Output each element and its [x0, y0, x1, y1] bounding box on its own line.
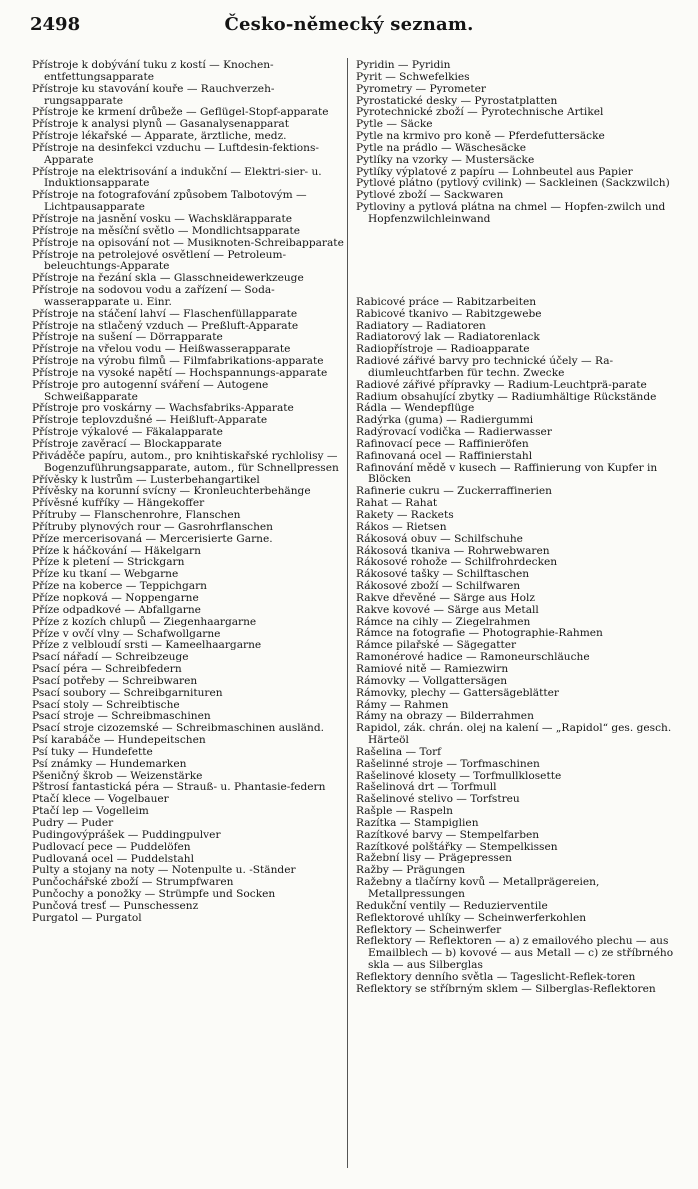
index-entry: Rabicové práce — Rabitzarbeiten [356, 295, 537, 308]
index-entry: Pytle na krmivo pro koně — Pferdefuttersäcke [356, 130, 605, 143]
index-entry: Příze z velbloudí srsti — Kameelhaargarne [32, 639, 262, 652]
index-entry: Přístroje lékařské — Apparate, ärztliche, medz. [32, 130, 287, 143]
index-entry: Rašple — Raspeln [356, 805, 453, 818]
index-entry: Pytlové plátno (pytlový cvilink) — Sackleinen (Sackzwilch) [356, 177, 670, 190]
index-entry: Přístroje na výrobu filmů — Filmfabrikations-apparate [32, 355, 324, 368]
index-entry: Punčová tresť — Punschessenz [32, 899, 199, 912]
index-entry: Razítkové barvy — Stempelfarben [356, 828, 540, 841]
index-entry: Psací nářadí — Schreibzeuge [32, 651, 189, 664]
index-entry: Pytlíky výplatové z papíru — Lohnbeutel aus Papier [356, 165, 633, 178]
index-entry: Pytlové zboží — Sackwaren [356, 189, 504, 202]
index-entry: Pudingovýprášek — Puddingpulver [32, 828, 221, 841]
index-entry: Pytlíky na vzorky — Mustersäcke [356, 153, 535, 166]
index-entry: Příze odpadkové — Abfallgarne [32, 603, 201, 616]
index-entry: Rámy na obrazy — Bilderrahmen [356, 710, 534, 723]
index-entry: Radiové zářivé přípravky — Radium-Leuchtprä-parate [356, 378, 647, 391]
index-entry: Rámovky — Vollgattersägen [356, 674, 508, 687]
index-entry: Rahat — Rahat [356, 497, 438, 510]
index-entry: Psí karabáče — Hundepeitschen [32, 734, 206, 747]
index-entry: Příze nopková — Noppengarne [32, 591, 199, 604]
index-entry: Pštrosí fantastická péra — Strauß- u. Phantasie-federn [32, 781, 326, 794]
index-entry: Psací soubory — Schreibgarnituren [32, 686, 223, 699]
index-entry: Přístroje k dobývání tuku z kostí — Knochen-entfettungsapparate [32, 59, 274, 83]
index-entry: Ptačí lep — Vogelleim [32, 805, 149, 818]
index-entry: Pudlovaná ocel — Puddelstahl [32, 852, 194, 865]
index-entry: Přístroje pro autogenní sváření — Autogene Schweißapparate [32, 378, 269, 403]
index-entry: Přístroje na petrolejové osvětlení — Petroleum-beleuchtungs-Apparate [32, 248, 287, 273]
index-entry: Přístroje na desinfekci vzduchu — Luftdesin-fektions-Apparate [32, 141, 320, 166]
index-entry: Příze ku tkaní — Webgarne [32, 568, 179, 581]
index-entry: Psací potřeby — Schreibwaren [32, 674, 198, 687]
index-entry: Přívěsné kufříky — Hängekoffer [32, 497, 205, 510]
index-entry: Přístroje na řezání skla — Glasschneidewerkzeuge [32, 272, 304, 285]
index-entry: Reflektory se stříbrným sklem — Silberglas-Reflektoren [356, 982, 656, 995]
index-entry: Ražby — Prägungen [356, 864, 466, 877]
page-title: Česko-německý seznam. [224, 14, 474, 35]
index-entry: Punčochy a ponožky — Strümpfe und Socken [32, 888, 276, 901]
index-entry: Pyrit — Schwefelkies [356, 70, 470, 83]
index-entry: Rákosové zboží — Schilfwaren [356, 580, 521, 593]
index-entry: Rafinování mědě v kusech — Raffinierung von Kupfer in Blöcken [356, 461, 658, 486]
index-entry: Rašelinové stelivo — Torfstreu [356, 793, 520, 806]
index-entry: Příze mercerisovaná — Mercerisierte Garne. [32, 532, 273, 545]
right-column-p-section [356, 60, 676, 226]
index-entry: Rakve dřevěné — Särge aus Holz [356, 591, 535, 604]
right-column [356, 60, 676, 996]
index-entry: Rapidol, zák. chrán. olej na kalení — „Rapidol“ ges. gesch. Härteöl [356, 722, 672, 747]
index-entry: Pyrostatické desky — Pyrostatplatten [356, 94, 558, 107]
index-entry: Přítruby plynových rour — Gasrohrflanschen [32, 520, 273, 533]
index-entry: Rámce pilařské — Sägegatter [356, 639, 517, 652]
index-entry: Radýrovací vodička — Radierwasser [356, 426, 552, 439]
index-entry: Reflektory — Scheinwerfer [356, 923, 502, 936]
index-entry: Rafinerie cukru — Zuckerraffinerien [356, 485, 552, 498]
index-entry: Pytle na prádlo — Wäschesäcke [356, 141, 527, 154]
right-column-r-section [356, 297, 676, 996]
index-entry: Psací stoly — Schreibtische [32, 698, 180, 711]
index-entry: Příze k pletení — Strickgarn [32, 556, 185, 569]
index-entry: Radiatorový lak — Radiatorenlack [356, 331, 540, 344]
index-entry: Přístroje na sodovou vodu a zařízení — Soda-wasserapparate u. Einr. [32, 284, 275, 308]
index-entry: Rašelinová drt — Torfmull [356, 781, 497, 794]
index-entry: Přístroje na fotografování způsobem Talbotovým — Lichtpausapparate [32, 189, 307, 214]
index-entry: Pyrotechnické zboží — Pyrotechnische Artikel [356, 106, 604, 119]
index-entry: Rašelinové klosety — Torfmullklosette [356, 769, 562, 782]
index-entry: Rakve kovové — Särge aus Metall [356, 603, 539, 616]
index-entry: Rafinovací pece — Raffinieröfen [356, 437, 529, 450]
index-entry: Přístroje na vřelou vodu — Heißwasserapparate [32, 343, 291, 356]
index-entry: Přístroje na jasnění vosku — Wachsklärapparate [32, 212, 292, 225]
index-entry: Přístroje ke krmení drůbeže — Geflügel-Stopf-apparate [32, 106, 329, 119]
index-entry: Rašelinné stroje — Torfmaschinen [356, 757, 540, 770]
index-entry: Purgatol — Purgatol [32, 911, 142, 924]
index-entry: Ramiové nitě — Ramiezwirn [356, 662, 509, 675]
index-entry: Přiváděče papíru, autom., pro knihtiskařské rychlolisy — Bogenzuführungsapparate, autom., für Schnellpressen [32, 449, 339, 474]
left-column [32, 60, 347, 925]
index-entry: Radýrka (guma) — Radiergummi [356, 414, 534, 427]
index-entry: Reflektory — Reflektoren — a) z emailového plechu — aus Emailblech — b) kovové — aus Metall — c) ze stříbrného skla — aus Silberglas [356, 935, 674, 972]
index-entry: Rašelina — Torf [356, 745, 442, 758]
index-entry: Radiatory — Radiatoren [356, 319, 486, 332]
index-entry: Rádla — Wendepflüge [356, 402, 475, 415]
index-entry: Psí tuky — Hundefette [32, 745, 153, 758]
index-entry: Reflektorové uhlíky — Scheinwerferkohlen [356, 911, 587, 924]
index-entry: Příze v ovčí vlny — Schafwollgarne [32, 627, 221, 640]
index-entry: Přívěsky k lustrům — Lusterbehangartikel [32, 473, 260, 486]
index-entry: Ptačí klece — Vogelbauer [32, 793, 169, 806]
index-entry: Psí známky — Hundemarken [32, 757, 187, 770]
index-entry: Přítruby — Flanschenrohre, Flanschen [32, 509, 241, 522]
index-entry: Radiopřístroje — Radioapparate [356, 343, 530, 356]
index-entry: Razítka — Stampiglien [356, 816, 479, 829]
index-entry: Rákosová tkaniva — Rohrwebwaren [356, 544, 550, 557]
index-entry: Přístroje na sušení — Dörrapparate [32, 331, 223, 344]
index-entry: Rámy — Rahmen [356, 698, 449, 711]
index-entry: Rafinovaná ocel — Raffinierstahl [356, 449, 533, 462]
index-entry: Příze k háčkování — Häkelgarn [32, 544, 201, 557]
index-entry: Příze z kozích chlupů — Ziegenhaargarne [32, 615, 257, 628]
index-entry: Psací péra — Schreibfedern [32, 663, 182, 676]
index-entry: Radium obsahující zbytky — Radiumhältige Rückstände [356, 390, 657, 403]
index-entry: Pyrometry — Pyrometer [356, 82, 486, 95]
index-entry: Pšeničný škrob — Weizenstärke [32, 769, 203, 782]
index-entry: Rákosové rohože — Schilfrohrdecken [356, 556, 558, 569]
index-entry: Příze na koberce — Teppichgarn [32, 580, 207, 593]
index-entry: Přívěsky na korunní svícny — Kronleuchterbehänge [32, 485, 311, 498]
index-entry: Přístroje na elektrisování a indukční — Elektri-sier- u. Induktionsapparate [32, 165, 322, 190]
index-entry: Psací stroje — Schreibmaschinen [32, 710, 211, 723]
index-entry: Rámovky, plechy — Gattersägeblätter [356, 686, 559, 699]
index-entry: Rákosové tašky — Schilftaschen [356, 568, 530, 581]
index-entry: Přístroje výkalové — Fäkalapparate [32, 426, 223, 439]
index-entry: Přístroje zavěrací — Blockapparate [32, 438, 222, 450]
index-entry: Přístroje teplovzdušné — Heißluft-Apparate [32, 414, 268, 427]
index-entry: Přístroje na stáčení lahví — Flaschenfüllapparate [32, 307, 298, 320]
section-gap [356, 226, 676, 297]
index-entry: Přístroje k analysi plynů — Gasanalysenapparat [32, 118, 289, 131]
index-entry: Přístroje na vysoké napětí — Hochspannungs-apparate [32, 366, 328, 379]
index-entry: Pyridin — Pyridin [356, 59, 451, 71]
index-entry: Pudry — Puder [32, 817, 114, 829]
index-entry: Pytle — Säcke [356, 118, 433, 131]
index-entry: Rákosová obuv — Schilfschuhe [356, 532, 523, 545]
index-entry: Rakety — Rackets [356, 509, 454, 521]
index-entry: Pulty a stojany na noty — Notenpulte u. -Ständer [32, 864, 296, 877]
index-entry: Přístroje na opisování not — Musiknoten-Schreibapparate [32, 236, 344, 249]
page-number: 2498 [30, 14, 81, 35]
index-entry: Pudlovací pece — Puddelöfen [32, 840, 191, 853]
index-entry: Psací stroje cizozemské — Schreibmaschinen ausländ. [32, 722, 324, 735]
index-entry: Rámce na cihly — Ziegelrahmen [356, 615, 531, 628]
index-entry: Reflektory denního světla — Tageslicht-Reflek-toren [356, 970, 636, 983]
index-entry: Přístroje pro voskárny — Wachsfabriks-Apparate [32, 402, 294, 415]
index-entry: Přístroje na měsíční světlo — Mondlichtsapparate [32, 224, 300, 237]
index-entry: Redukční ventily — Reduzierventile [356, 899, 548, 912]
index-entry: Rámce na fotografie — Photographie-Rahmen [356, 627, 603, 640]
index-entry: Rákos — Rietsen [356, 520, 447, 533]
index-entry: Pytloviny a pytlová plátna na chmel — Hopfen-zwilch und Hopfenzwilchleinwand [356, 201, 666, 225]
index-entry: Ramonérové hadice — Ramoneurschläuche [356, 651, 590, 664]
index-entry: Rabicové tkanivo — Rabitzgewebe [356, 307, 542, 320]
index-entry: Přístroje ku stavování kouře — Rauchverzeh-rungsapparate [32, 82, 275, 107]
index-entry: Přístroje na stlačený vzduch — Preßluft-Apparate [32, 319, 299, 332]
page-header [30, 14, 668, 44]
index-entry: Razítkové polštářky — Stempelkissen [356, 840, 558, 853]
index-entry: Punčochářské zboží — Strumpfwaren [32, 876, 234, 889]
index-entry: Ražebny a tlačírny kovů — Metallprägereien, Metallpressungen [356, 876, 600, 900]
index-entry: Ražební lisy — Prägepressen [356, 852, 512, 865]
column-divider [347, 58, 348, 1168]
index-entry: Radiové zářivé barvy pro technické účely — Ra-diumleuchtfarben für techn. Zwecke [356, 355, 614, 379]
